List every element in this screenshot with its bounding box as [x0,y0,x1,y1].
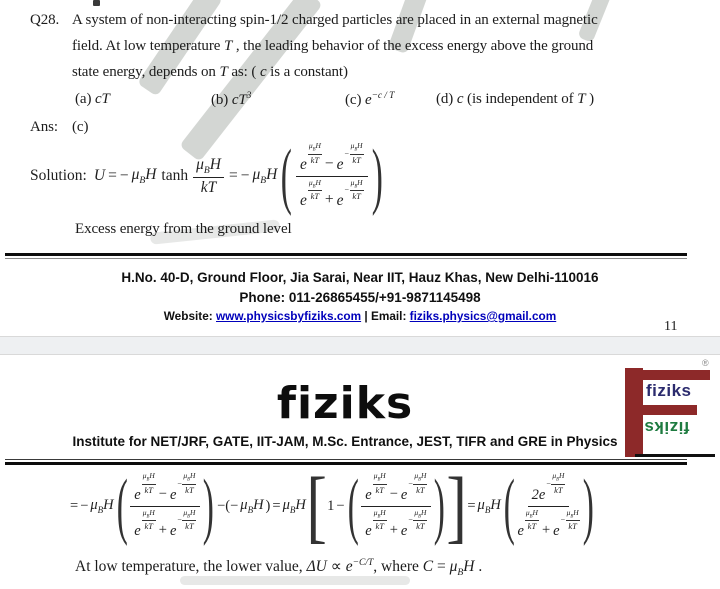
math-exp-term: e − $\mu_BH$ kT [336,141,363,173]
option-d: (d) c (is independent of T ) [436,91,595,107]
math-term-muBH: $\mu_BH$ [449,558,475,579]
math-big-fraction: 2e − $\mu_BH$ kT e $\mu_BH$ kT + e − $\mu_BH$ kT [517,471,579,539]
left-paren: ( [503,465,515,547]
left-paren: ( [347,465,359,547]
math-exp-term: e − $\mu_BH$ kT [169,507,196,539]
continuation-equation: = − $\mu_BH$ ( e $\mu_BH$ kT − e − $\mu_BH$ kT e $\mu_BH$ kT + e − $\mu_BH$ kT ) −(− $\mu_BH$ ) = $\mu_BH$ [ 1 − ( e $\mu_BH$ kT − e − $\mu_BH$ kT e $\mu_BH$ kT + e − $\mu_BH$ kT ) ] = $\mu_BH$ ( 2e − $\mu_BH$ kT e $\mu_BH$ kT + e − $\mu_BH$ kT ) [70,460,594,551]
right-paren: ) [434,465,446,547]
math-fraction: $\mu_BH$ kT [193,156,224,196]
right-paren: ) [582,465,594,547]
solution-equation: Solution: U = − $\mu_BH$ tanh $\mu_BH$ kT = − $\mu_BH$ ( e $\mu_BH$ kT − e − $\mu_BH$ kT e $\mu_BH$ kT + e − $\mu_BH$ kT ) [30,135,383,217]
excess-energy-note: Excess energy from the ground level [75,221,292,237]
fiziks-logo [620,358,718,460]
math-big-fraction: e $\mu_BH$ kT − e − $\mu_BH$ kT e $\mu_BH$ kT + e − $\mu_BH$ kT [361,472,431,539]
math-exp-term: e − $\mu_BH$ kT [400,507,427,539]
answer-label: Ans: [30,119,58,135]
website-link[interactable]: www.physicsbyfiziks.com [216,309,362,323]
horizontal-rule [5,253,687,259]
registered-trademark-icon: ® [702,358,709,368]
math-exp-term: e − $\mu_BH$ kT [400,471,427,503]
print-artifact [93,0,100,6]
math-big-fraction: e $\mu_BH$ kT − e − $\mu_BH$ kT e $\mu_BH$ kT + e − $\mu_BH$ kT [296,142,368,209]
right-paren: ) [203,465,215,547]
math-exp-term: e $\mu_BH$ kT [134,471,155,503]
logo-f-vertical-bar [625,368,643,457]
solution-label: Solution: [30,167,87,184]
logo-text-mirrored: fiziks [644,418,690,437]
math-big-fraction: e $\mu_BH$ kT − e − $\mu_BH$ kT e $\mu_BH$ kT + e − $\mu_BH$ kT [130,472,200,539]
math-exp-term: 2e − $\mu_BH$ kT [531,471,565,503]
left-paren: ( [116,465,128,547]
option-c: (c) $e^{-c / T}$ [345,91,395,108]
email-link[interactable]: fiziks.physics@gmail.com [409,309,557,323]
right-paren: ) [371,135,383,217]
question-line-2: field. At low temperature T , the leading behavior of the excess energy above the ground [72,38,594,54]
logo-text: fiziks [646,381,692,400]
math-exp-term: e $\mu_BH$ kT [365,471,386,503]
math-term-muBH: $\mu_BH$ [90,497,114,515]
page-separator-band [0,336,720,355]
left-bracket: [ [306,460,327,551]
page-number: 11 [664,319,678,334]
question-line-3: state energy, depends on T as: ( c is a constant) [72,64,348,80]
math-exp-term: e $\mu_BH$ kT [134,507,155,539]
option-b: (b) $cT^3$ [211,91,252,108]
logo-f-middle-arm [643,405,697,415]
math-exp-term: e $\mu_BH$ kT [365,507,386,539]
math-exp-term: e − $\mu_BH$ kT [169,471,196,503]
math-exp-term: e $\mu_BH$ kT [517,507,538,539]
math-term-muBH: $\mu_BH$ [240,497,264,515]
answer-value: (c) [72,119,89,135]
brand-title: fiziks [276,378,414,429]
math-term-muBH: $\mu_BH$ [477,497,501,515]
math-term-muBH: $\mu_BH$ [282,497,306,515]
left-paren: ( [281,135,293,217]
logo-underline [635,454,715,457]
contact-address: H.No. 40-D, Ground Floor, Jia Sarai, Near IIT, Hauz Khas, New Delhi-110016 [121,270,599,285]
math-term-muBH: $\mu_BH$ [252,166,278,187]
math-exp-term: e $\mu_BH$ kT [299,177,321,209]
math-term-muBH: $\mu_BH$ [131,166,157,187]
math-exp-term: e − $\mu_BH$ kT [553,507,579,539]
contact-phone: Phone: 011-26865455/+91-9871145498 [239,290,481,305]
option-a: (a) cT [75,91,110,107]
logo-f-top-arm [643,370,710,380]
math-exp-term: e $\mu_BH$ kT [299,141,321,173]
math-exp-term: e − $\mu_BH$ kT [336,177,363,209]
institute-tagline: Institute for NET/JRF, GATE, IIT-JAM, M.Sc. Entrance, JEST, TIFR and GRE in Physics [72,434,618,449]
contact-links: Website: www.physicsbyfiziks.com | Email: fiziks.physics@gmail.com [163,309,557,323]
question-line-1: A system of non-interacting spin-1/2 charged particles are placed in an external magnetic [72,12,598,28]
right-bracket: ] [446,460,467,551]
low-temperature-note: At low temperature, the lower value, $\Delta U \propto e^{-C/T}$, where $C = \mu_BH$ . [75,557,483,579]
question-number: Q28. [30,12,60,28]
